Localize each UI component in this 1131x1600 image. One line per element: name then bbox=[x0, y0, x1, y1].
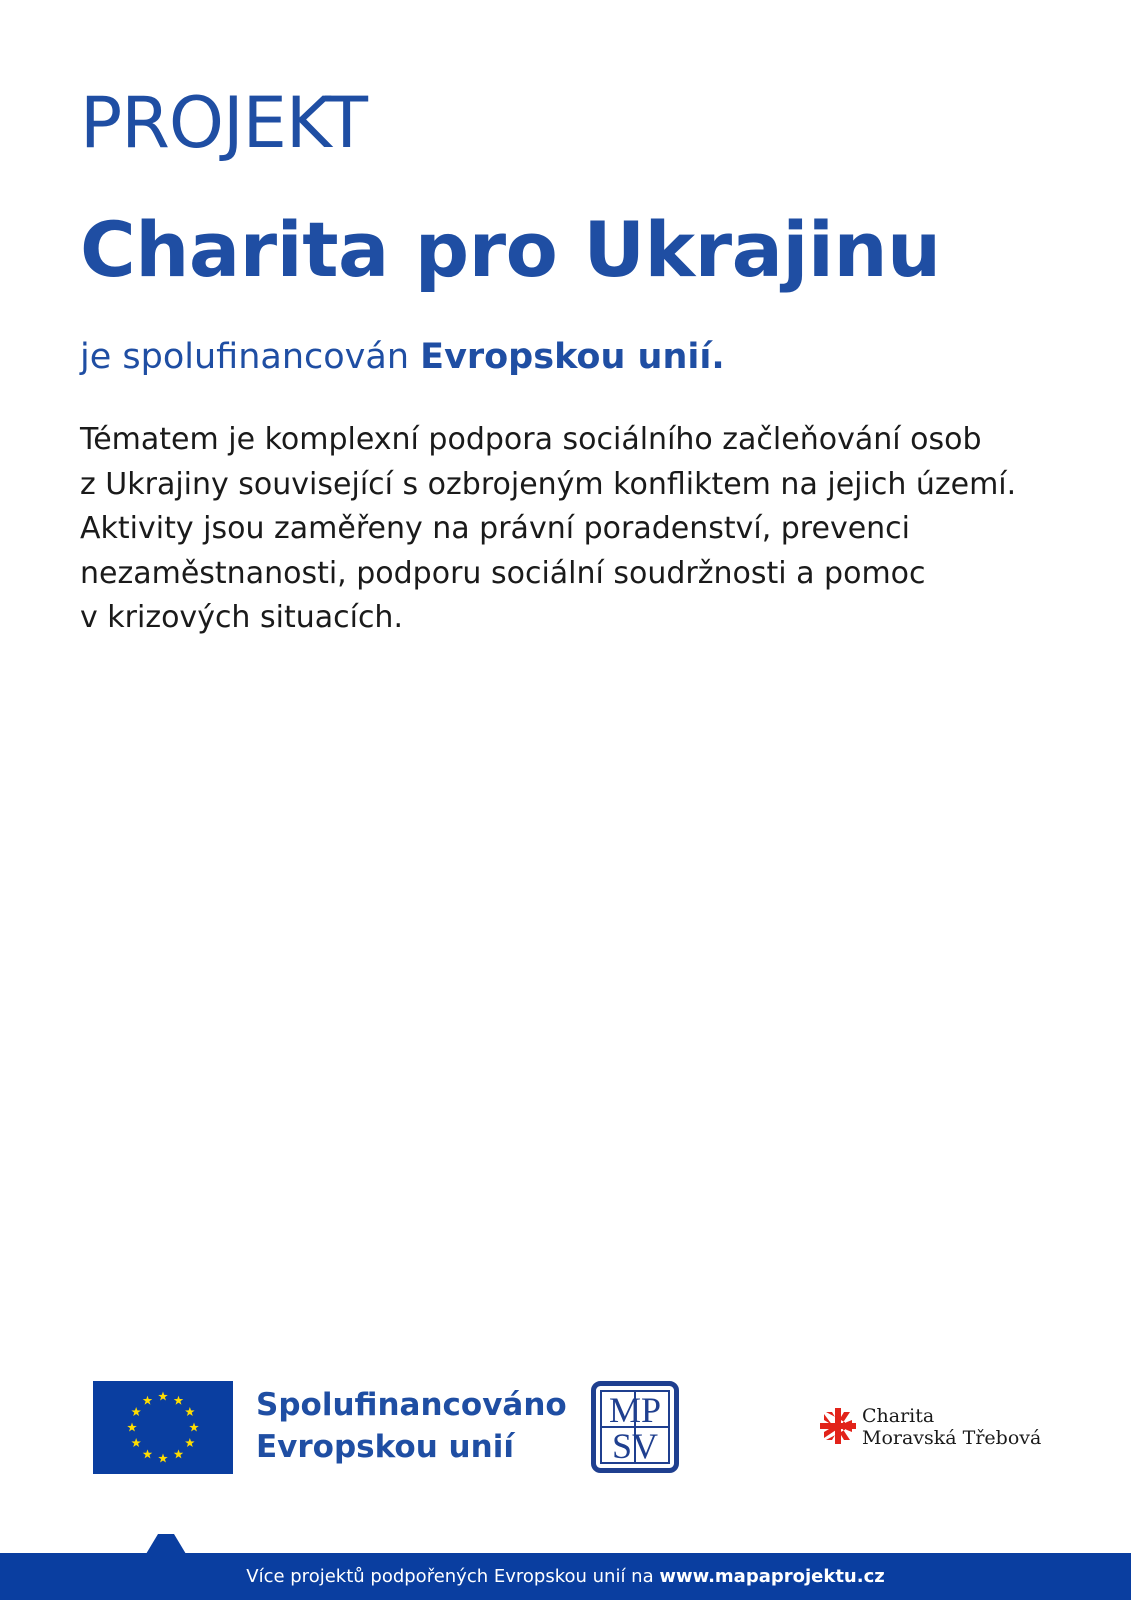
mpsv-logo-icon bbox=[591, 1381, 679, 1473]
footer-link[interactable]: www.mapaprojektu.cz bbox=[659, 1566, 885, 1587]
charita-cross-icon bbox=[818, 1406, 858, 1446]
description-line: Aktivity jsou zaměřeny na právní poradenství, prevenci bbox=[80, 511, 910, 546]
charita-line1: Charita bbox=[862, 1405, 935, 1427]
footer-text: Více projektů podpořených Evropskou unií na bbox=[246, 1566, 654, 1587]
footer-bar bbox=[0, 1553, 1131, 1600]
eu-flag-icon bbox=[93, 1381, 233, 1474]
eu-cofinance-text bbox=[256, 1384, 567, 1468]
cofinance-subtitle bbox=[80, 337, 725, 377]
subtitle-prefix: je spolufinancován bbox=[80, 337, 410, 377]
description-line: Tématem je komplexní podpora sociálního začleňování osob bbox=[80, 422, 982, 457]
description-line: nezaměstnanosti, podporu sociální soudržnosti a pomoc bbox=[80, 555, 926, 591]
charita-line2: Moravská Třebová bbox=[862, 1427, 1042, 1449]
description-line: v krizových situacích. bbox=[80, 600, 403, 635]
eu-text-line2: Evropskou unií bbox=[256, 1429, 514, 1465]
mpsv-text-bottom: SV bbox=[611, 1426, 659, 1466]
description-line: z Ukrajiny související s ozbrojeným konfliktem na jejich území. bbox=[80, 466, 1017, 502]
project-description bbox=[80, 418, 1080, 641]
project-label: PROJEKT bbox=[80, 82, 368, 164]
eu-text-line1: Spolufinancováno bbox=[256, 1387, 567, 1423]
subtitle-bold: Evropskou unií. bbox=[420, 337, 725, 377]
charita-name bbox=[862, 1405, 1041, 1449]
mpsv-text-top: MP bbox=[608, 1390, 662, 1430]
footer-tab-triangle bbox=[146, 1534, 186, 1554]
project-title: Charita pro Ukrajinu bbox=[80, 205, 941, 294]
